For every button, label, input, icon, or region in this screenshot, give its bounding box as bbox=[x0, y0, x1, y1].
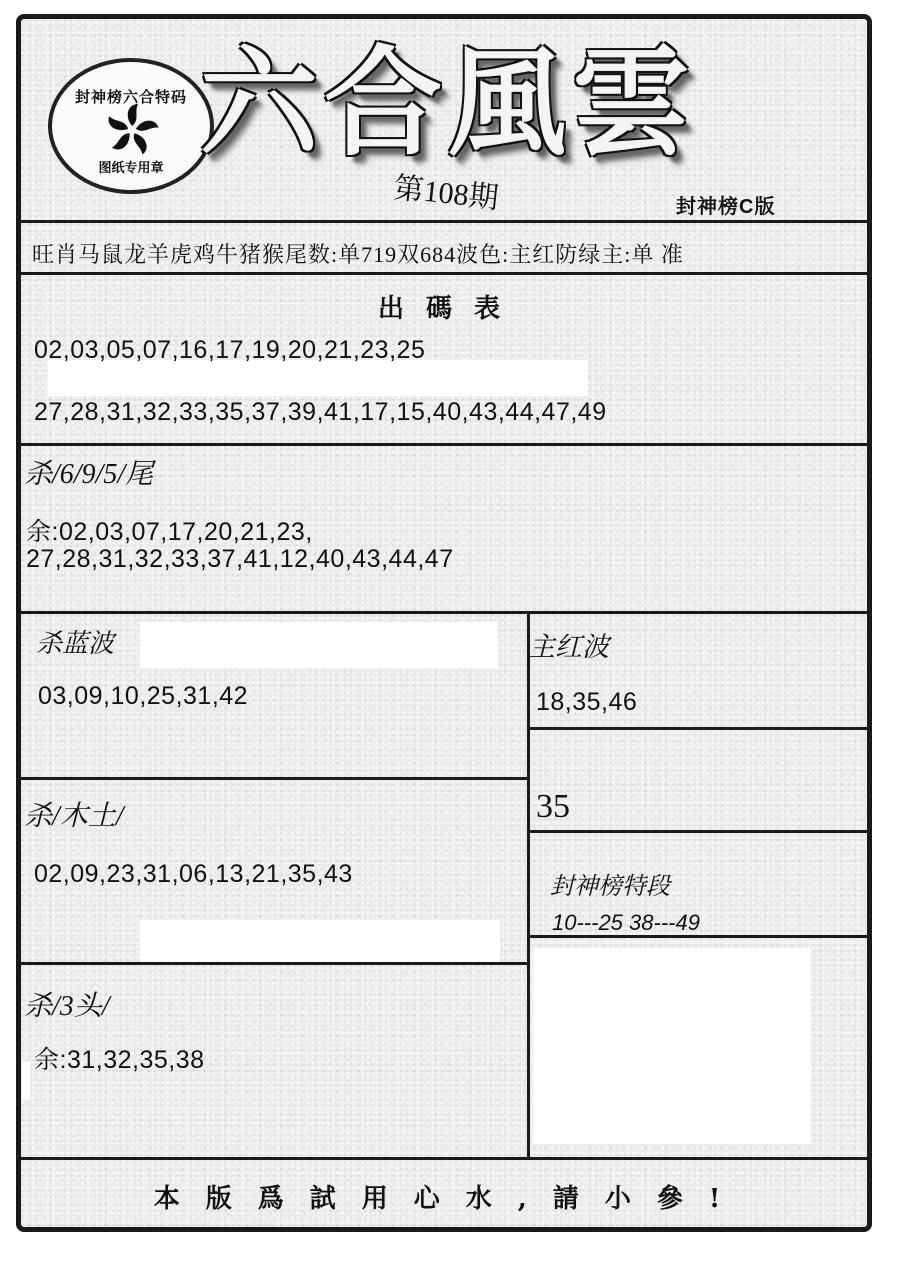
divider bbox=[18, 962, 528, 965]
page-title: 六合風雲 bbox=[200, 33, 697, 172]
special-segment-label: 封神榜特段 bbox=[550, 874, 670, 900]
divider bbox=[18, 220, 870, 223]
code-table-row: 02,03,05,07,16,17,19,20,21,23,25 bbox=[34, 336, 426, 364]
issue-number: 第108期 bbox=[392, 171, 501, 216]
special-number: 35 bbox=[536, 788, 570, 825]
footer-note: 本版爲試用心水,請小參! bbox=[153, 1184, 747, 1214]
blank-patch bbox=[22, 1062, 30, 1100]
kill-tail-remaining: 余:02,03,07,17,20,21,23, bbox=[26, 518, 313, 546]
divider bbox=[527, 611, 530, 1159]
divider bbox=[18, 272, 870, 275]
code-table-row: 27,28,31,32,33,35,37,39,41,17,15,40,43,44,47,49 bbox=[34, 398, 607, 426]
divider bbox=[18, 777, 528, 780]
blank-patch bbox=[140, 622, 498, 668]
kill-element-numbers: 02,09,23,31,06,13,21,35,43 bbox=[34, 860, 353, 888]
divider bbox=[528, 727, 868, 730]
seal-subtext: 图纸专用章 bbox=[98, 160, 164, 175]
kill-blue-numbers: 03,09,10,25,31,42 bbox=[38, 682, 249, 710]
seal-text: 封神榜六合特码 bbox=[74, 88, 187, 106]
main-red-label: 主红波 bbox=[528, 632, 609, 662]
code-table-title: 出碼表 bbox=[377, 294, 522, 324]
kill-blue-label: 杀蓝波 bbox=[36, 629, 115, 658]
divider bbox=[18, 443, 870, 446]
kill-tail-label: 杀/6/9/5/尾 bbox=[24, 459, 154, 490]
kill-head-label: 杀/3头/ bbox=[24, 991, 110, 1022]
edition-label: 封神榜C版 bbox=[676, 196, 776, 218]
seal-stamp bbox=[48, 58, 214, 194]
special-segment-range: 10---25 38---49 bbox=[552, 910, 700, 935]
main-red-numbers: 18,35,46 bbox=[536, 688, 638, 716]
divider bbox=[18, 1157, 870, 1160]
kill-tail-remaining: 27,28,31,32,33,37,41,12,40,43,44,47 bbox=[26, 545, 454, 573]
kill-head-remaining: 余:31,32,35,38 bbox=[34, 1046, 205, 1074]
blank-patch bbox=[48, 360, 588, 396]
bauhinia-icon bbox=[102, 100, 162, 160]
kill-element-label: 杀/木土/ bbox=[24, 801, 124, 832]
blank-patch bbox=[140, 920, 500, 962]
blank-patch bbox=[533, 948, 811, 1144]
zodiac-summary: 旺肖马鼠龙羊虎鸡牛猪猴尾数:单719双684波色:主红防绿主:单 准 bbox=[32, 242, 684, 267]
divider bbox=[528, 830, 868, 833]
divider bbox=[18, 611, 870, 614]
